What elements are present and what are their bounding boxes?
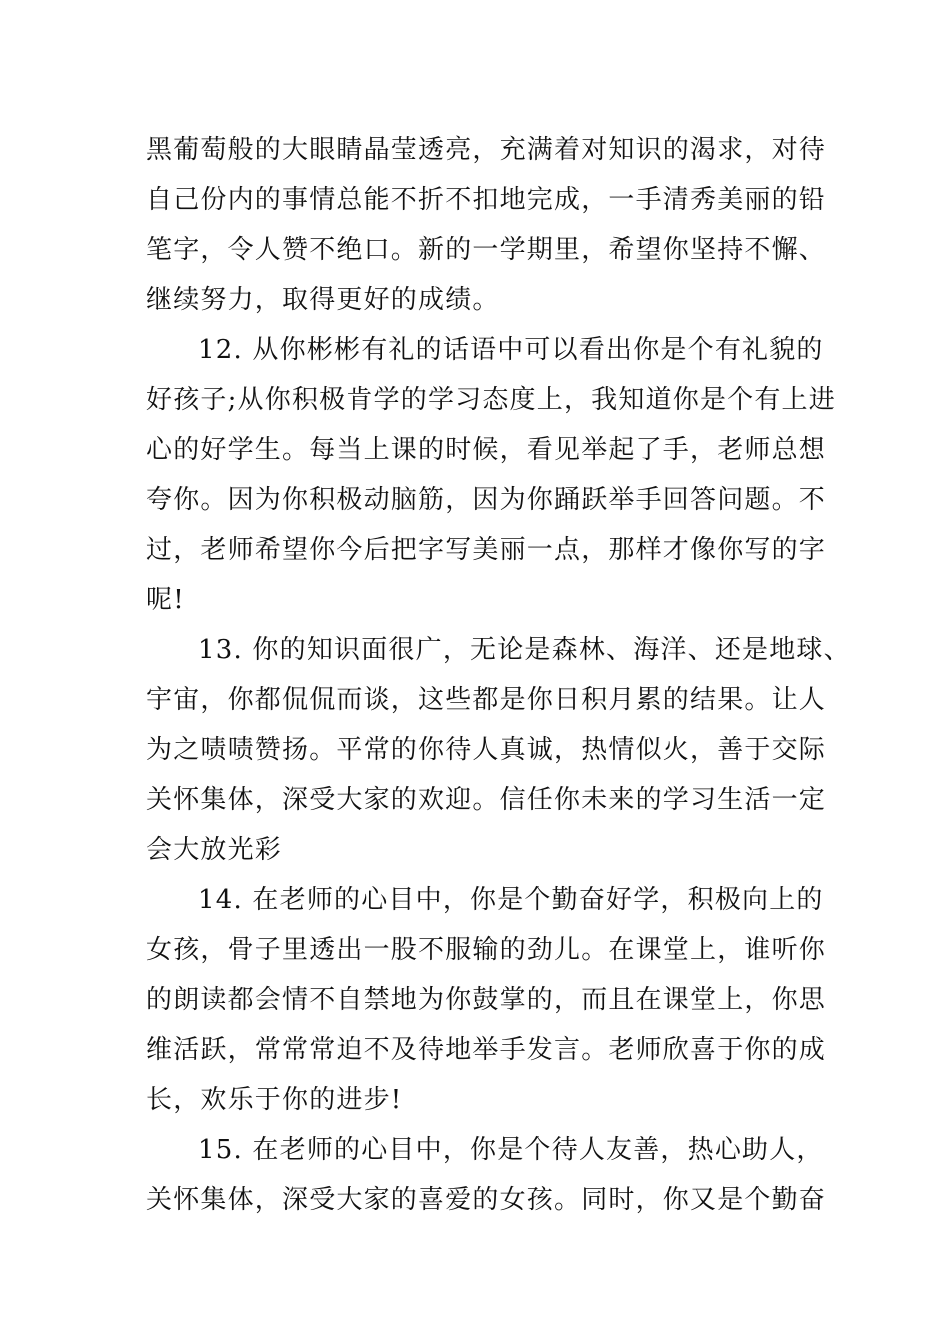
text-line: 夸你。因为你积极动脑筋，因为你踊跃举手回答问题。不 xyxy=(146,485,827,515)
text-line: 关怀集体，深受大家的喜爱的女孩。同时，你又是个勤奋 xyxy=(146,1185,827,1215)
paragraph-13-start: 13. 你的知识面很广，无论是森林、海洋、还是地球、 xyxy=(198,635,851,665)
text-line: 笔字，令人赞不绝口。新的一学期里，希望你坚持不懈、 xyxy=(146,235,827,265)
text-line: 长，欢乐于你的进步! xyxy=(146,1085,403,1115)
paragraph-15-start: 15. 在老师的心目中，你是个待人友善，热心助人， xyxy=(198,1135,824,1165)
text-line: 关怀集体，深受大家的欢迎。信任你未来的学习生活一定 xyxy=(146,785,827,815)
text-line: 自己份内的事情总能不折不扣地完成，一手清秀美丽的铅 xyxy=(146,185,827,215)
text-line: 黑葡萄般的大眼睛晶莹透亮，充满着对知识的渴求，对待 xyxy=(146,135,827,165)
paragraph-12-start: 12. 从你彬彬有礼的话语中可以看出你是个有礼貌的 xyxy=(198,335,824,365)
text-line: 呢! xyxy=(146,585,185,615)
text-line: 好孩子;从你积极肯学的学习态度上，我知道你是个有上进 xyxy=(146,385,836,415)
text-line: 继续努力，取得更好的成绩。 xyxy=(146,285,500,315)
text-line: 宇宙，你都侃侃而谈，这些都是你日积月累的结果。让人 xyxy=(146,685,827,715)
text-line: 会大放光彩 xyxy=(146,835,283,865)
paragraph-14-start: 14. 在老师的心目中，你是个勤奋好学，积极向上的 xyxy=(198,885,824,915)
text-line: 维活跃，常常常迫不及待地举手发言。老师欣喜于你的成 xyxy=(146,1035,827,1065)
text-line: 过，老师希望你今后把字写美丽一点，那样才像你写的字 xyxy=(146,535,827,565)
text-line: 女孩，骨子里透出一股不服输的劲儿。在课堂上，谁听你 xyxy=(146,935,827,965)
text-line: 的朗读都会情不自禁地为你鼓掌的，而且在课堂上，你思 xyxy=(146,985,827,1015)
text-line: 为之啧啧赞扬。平常的你待人真诚，热情似火，善于交际 xyxy=(146,735,827,765)
text-line: 心的好学生。每当上课的时候，看见举起了手，老师总想 xyxy=(146,435,827,465)
